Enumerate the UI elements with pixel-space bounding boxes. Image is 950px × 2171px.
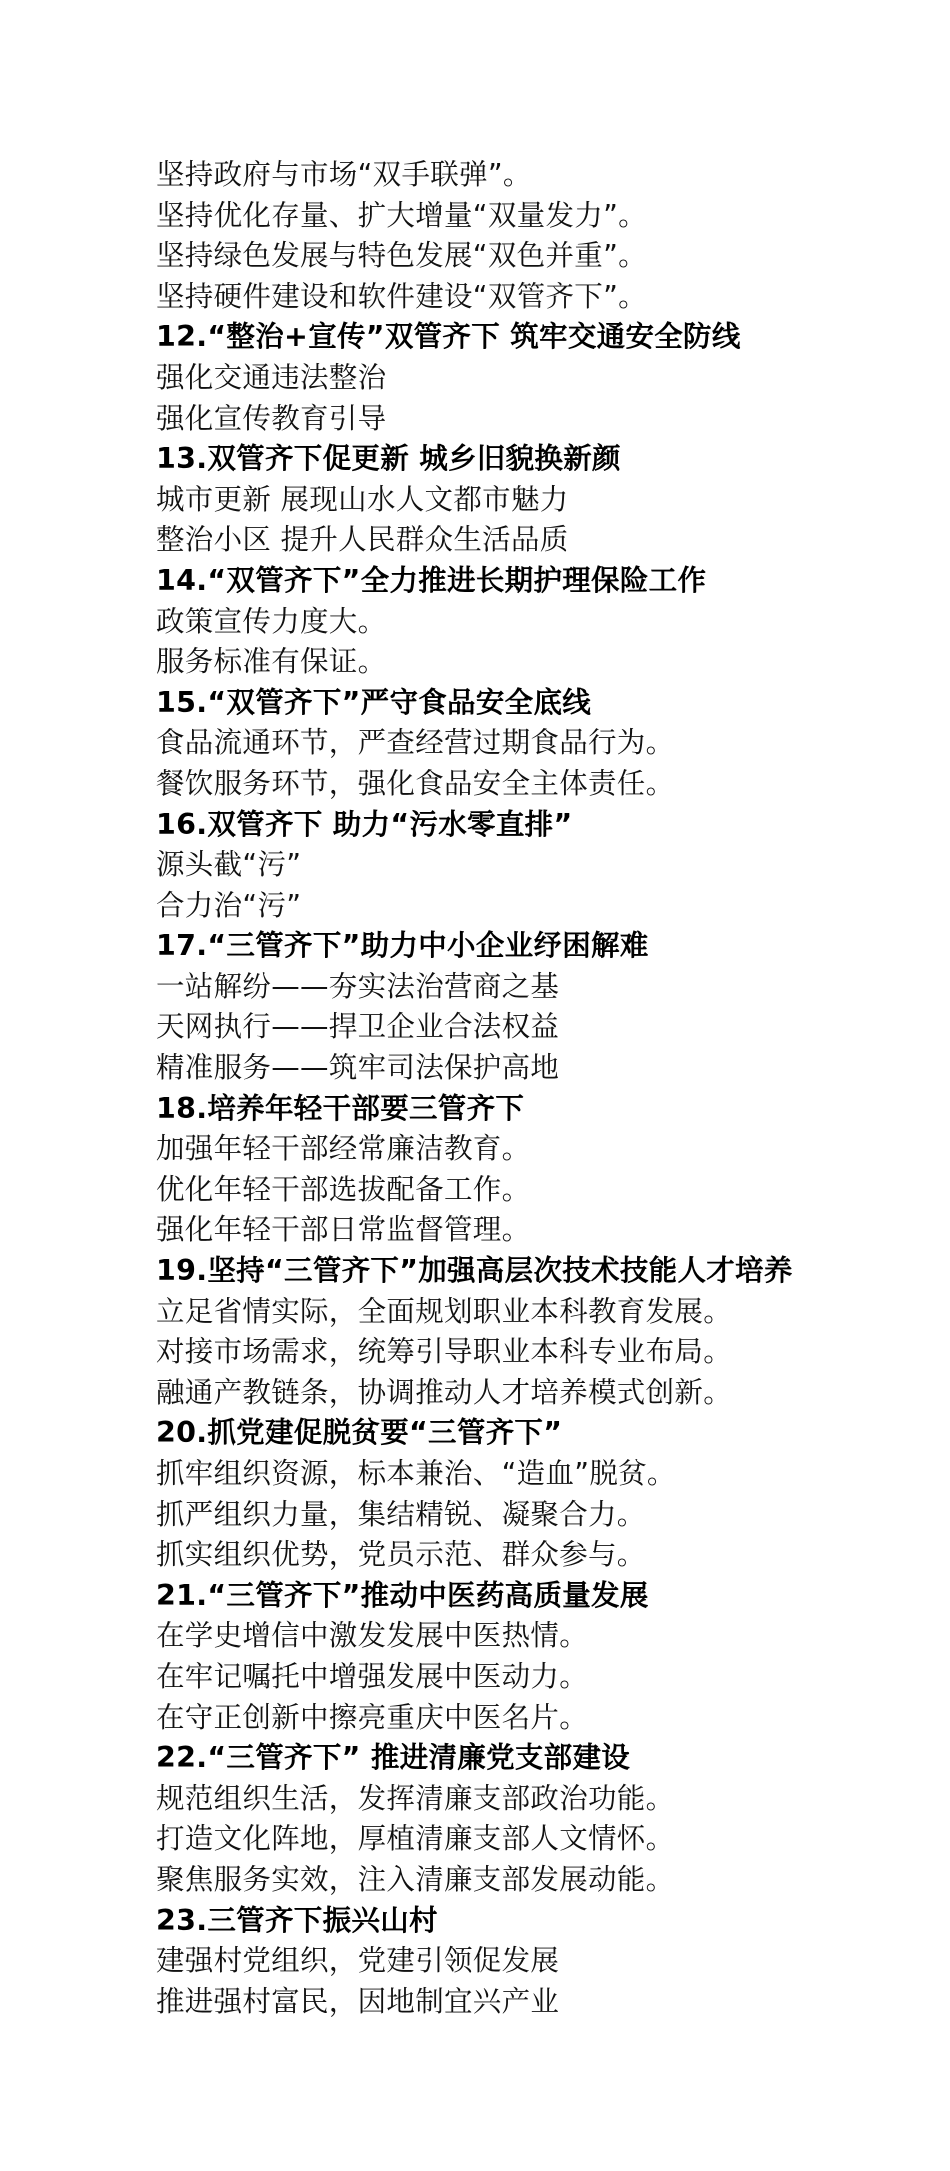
text-line: 对接市场需求，统筹引导职业本科专业布局。 xyxy=(156,1335,733,1369)
section-heading: 20.抓党建促脱贫要“三管齐下” xyxy=(156,1416,563,1450)
text-line: 在牢记嘱托中增强发展中医动力。 xyxy=(156,1659,589,1693)
text-line: 强化年轻干部日常监督管理。 xyxy=(156,1213,531,1247)
text-line: 抓实组织优势，党员示范、群众参与。 xyxy=(156,1538,646,1572)
section-heading: 14.“双管齐下”全力推进长期护理保险工作 xyxy=(156,563,707,597)
text-line: 城市更新 展现山水人文都市魅力 xyxy=(156,482,569,516)
text-line: 融通产教链条，协调推动人才培养模式创新。 xyxy=(156,1375,733,1409)
text-line: 政策宣传力度大。 xyxy=(156,604,387,638)
text-line: 源头截“污” xyxy=(156,848,302,882)
section-heading: 17.“三管齐下”助力中小企业纾困解难 xyxy=(156,929,649,963)
text-line: 优化年轻干部选拔配备工作。 xyxy=(156,1172,531,1206)
text-line: 在守正创新中擦亮重庆中医名片。 xyxy=(156,1700,589,1734)
document-body xyxy=(156,155,916,2022)
text-line: 建强村党组织，党建引领促发展 xyxy=(156,1944,560,1978)
text-line: 抓严组织力量，集结精锐、凝聚合力。 xyxy=(156,1497,646,1531)
text-line: 聚焦服务实效，注入清廉支部发展动能。 xyxy=(156,1862,675,1896)
text-line: 整治小区 提升人民群众生活品质 xyxy=(156,523,569,557)
text-line: 餐饮服务环节，强化食品安全主体责任。 xyxy=(156,766,675,800)
text-line: 天网执行——捍卫企业合法权益 xyxy=(156,1010,560,1044)
section-heading: 22.“三管齐下” 推进清廉党支部建设 xyxy=(156,1741,631,1775)
text-line: 精准服务——筑牢司法保护高地 xyxy=(156,1051,560,1085)
text-line: 立足省情实际，全面规划职业本科教育发展。 xyxy=(156,1294,733,1328)
text-line: 坚持优化存量、扩大增量“双量发力”。 xyxy=(156,198,647,232)
text-line: 服务标准有保证。 xyxy=(156,645,387,679)
text-line: 强化交通违法整治 xyxy=(156,360,387,394)
section-heading: 12.“整治+宣传”双管齐下 筑牢交通安全防线 xyxy=(156,320,741,354)
text-line: 抓牢组织资源，标本兼治、“造血”脱贫。 xyxy=(156,1457,676,1490)
section-heading: 15.“双管齐下”严守食品安全底线 xyxy=(156,685,592,719)
text-line: 坚持绿色发展与特色发展“双色并重”。 xyxy=(156,239,647,273)
text-line: 合力治“污” xyxy=(156,888,302,922)
section-heading: 23.三管齐下振兴山村 xyxy=(156,1903,438,1937)
text-line: 食品流通环节，严查经营过期食品行为。 xyxy=(156,726,675,760)
text-line: 在学史增信中激发发展中医热情。 xyxy=(156,1619,589,1653)
section-heading: 16.双管齐下 助力“污水零直排” xyxy=(156,807,573,841)
section-heading: 18.培养年轻干部要三管齐下 xyxy=(156,1091,525,1125)
text-line: 坚持硬件建设和软件建设“双管齐下”。 xyxy=(156,279,647,313)
text-line: 加强年轻干部经常廉洁教育。 xyxy=(156,1132,531,1166)
section-heading: 13.双管齐下促更新 城乡旧貌换新颜 xyxy=(156,442,621,476)
text-line: 坚持政府与市场“双手联弹”。 xyxy=(156,158,532,191)
section-heading: 19.坚持“三管齐下”加强高层次技术技能人才培养 xyxy=(156,1254,793,1288)
text-line: 打造文化阵地，厚植清廉支部人文情怀。 xyxy=(156,1822,675,1856)
text-line: 推进强村富民，因地制宜兴产业 xyxy=(156,1984,560,2018)
text-line: 一站解纷——夯实法治营商之基 xyxy=(156,969,560,1003)
text-line: 强化宣传教育引导 xyxy=(156,401,387,435)
section-heading: 21.“三管齐下”推动中医药高质量发展 xyxy=(156,1578,649,1612)
text-line: 规范组织生活，发挥清廉支部政治功能。 xyxy=(156,1781,675,1815)
